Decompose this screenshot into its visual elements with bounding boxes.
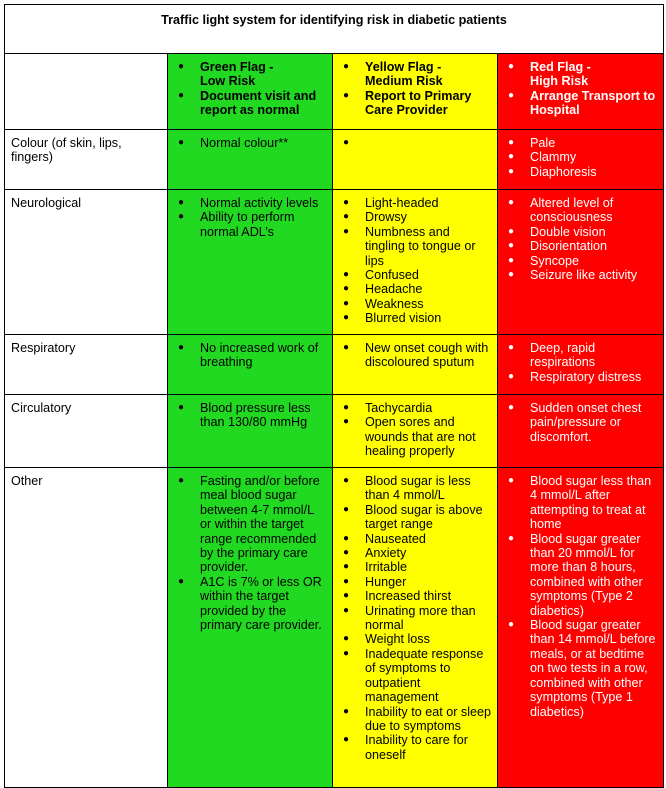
list-item-text: Respiratory distress (530, 369, 642, 384)
list-item (338, 546, 492, 560)
list-item (173, 575, 327, 633)
list-item-text: Tachycardia (365, 401, 433, 415)
list-item (173, 136, 327, 150)
list-item (338, 503, 492, 532)
bullet-icon: ● (508, 370, 515, 382)
bullet-icon: ● (508, 225, 515, 237)
yellow-cell (333, 130, 498, 190)
row-label-colour: Colour (of skin, lips, fingers) (5, 130, 168, 190)
table-row (5, 130, 664, 190)
list-item-text: Arrange Transport to Hospital (530, 88, 656, 118)
list-item-text: Blood sugar greater than 14 mmol/L before meals, or at bedtime on two tests in a row, combined with other symptoms (Type 1 diabetics) (530, 618, 656, 719)
bullet-icon: ● (508, 61, 515, 72)
list-item-text: Headache (365, 282, 423, 297)
list-item (173, 474, 327, 575)
list-item-text: Yellow Flag - Medium Risk (365, 60, 443, 89)
list-item (503, 474, 658, 532)
list-item (503, 370, 658, 384)
list-item-text: Drowsy (365, 210, 407, 225)
bullet-icon: ● (343, 283, 350, 295)
list-item (338, 647, 492, 705)
list-item (338, 532, 492, 546)
list-item-text: Blood sugar is above target range (365, 502, 483, 532)
red-cell (498, 395, 664, 468)
list-item-text: Green Flag - Low Risk (200, 60, 274, 89)
bullet-icon: ● (343, 342, 350, 353)
bullet-icon: ● (178, 211, 185, 223)
bullet-icon: ● (508, 197, 515, 208)
list-item-text: Confused (365, 268, 419, 283)
bullet-icon: ● (178, 475, 185, 486)
bullet-icon: ● (178, 342, 185, 353)
bullet-icon: ● (508, 165, 515, 177)
list-item-text: Syncope (530, 253, 580, 268)
list-item-text: Blurred vision (365, 311, 442, 326)
table-row (5, 468, 664, 788)
row-label-neurological: Neurological (5, 190, 168, 335)
list-item-text: New onset cough with discoloured sputum (365, 341, 489, 370)
bullet-icon: ● (343, 312, 350, 324)
row-label-respiratory: Respiratory (5, 335, 168, 395)
list-item-text: Blood pressure less than 130/80 mmHg (200, 401, 311, 430)
bullet-icon: ● (508, 269, 515, 281)
list-item-text: Blood sugar greater than 20 mmol/L for more than 8 hours, combined with other symptoms (Type 2 diabetics) (530, 531, 643, 618)
list-item (503, 150, 658, 164)
list-item-text: Blood sugar less than 4 mmol/L after attempting to treat at home (530, 474, 652, 532)
list-item (338, 282, 492, 296)
bullet-icon: ● (343, 503, 350, 515)
list-item (338, 415, 492, 458)
list-item-text: Urinating more than normal (365, 603, 476, 633)
list-item-text: Fasting and/or before meal blood sugar between 4-7 mmol/L or within the target range recommended by the primary care provider. (200, 474, 320, 575)
bullet-icon: ● (343, 225, 350, 237)
list-item-text: Diaphoresis (530, 164, 597, 179)
list-item (503, 532, 658, 618)
list-item-text: Weight loss (365, 632, 430, 647)
bullet-icon: ● (343, 402, 350, 413)
table-row (5, 335, 664, 395)
list-item-text: Document visit and report as normal (200, 88, 317, 118)
bullet-icon: ● (343, 575, 350, 587)
bullet-icon: ● (343, 734, 350, 746)
green-cell (168, 335, 333, 395)
list-item (503, 165, 658, 179)
bullet-icon: ● (343, 532, 350, 544)
list-item (503, 60, 658, 89)
bullet-icon: ● (343, 633, 350, 645)
list-item (338, 297, 492, 311)
list-item (338, 210, 492, 224)
list-item-text: Open sores and wounds that are not healing properly (365, 415, 476, 459)
list-item (338, 632, 492, 646)
bullet-icon: ● (508, 619, 515, 631)
list-item (503, 239, 658, 253)
list-item-text: Inadequate response of symptoms to outpatient management (365, 646, 484, 705)
list-item-text: Normal colour** (200, 136, 289, 150)
red-cell (498, 190, 664, 335)
list-item-text: Anxiety (365, 546, 407, 561)
list-item-text: Normal activity levels (200, 196, 319, 210)
list-item-text: Inability to care for oneself (365, 733, 468, 762)
list-item (503, 254, 658, 268)
bullet-icon: ● (178, 89, 185, 101)
bullet-icon: ● (343, 269, 350, 281)
bullet-icon: ● (178, 575, 185, 587)
list-item (173, 401, 327, 430)
list-item (503, 136, 658, 150)
bullet-icon: ● (343, 89, 350, 101)
bullet-icon: ● (508, 137, 515, 148)
list-item (338, 705, 492, 734)
bullet-icon: ● (508, 402, 515, 413)
yellow-cell (333, 190, 498, 335)
bullet-icon: ● (343, 705, 350, 717)
list-item (338, 60, 492, 89)
list-item (338, 341, 492, 370)
list-item-text: Inability to eat or sleep due to symptoms (365, 704, 492, 733)
list-item (338, 575, 492, 589)
empty-header-cell (5, 54, 168, 130)
bullet-icon: ● (178, 197, 185, 208)
bullet-icon: ● (343, 197, 350, 208)
bullet-icon: ● (343, 416, 350, 428)
list-item-text: Red Flag - High Risk (530, 60, 591, 89)
green-cell (168, 468, 333, 788)
bullet-icon: ● (343, 590, 350, 602)
traffic-light-table (4, 4, 664, 788)
bullet-icon: ● (508, 475, 515, 486)
list-item-text: Report to Primary Care Provider (365, 88, 472, 118)
list-item-text: Seizure like activity (530, 268, 638, 283)
bullet-icon: ● (508, 342, 515, 353)
bullet-icon: ● (508, 151, 515, 163)
row-label-other: Other (5, 468, 168, 788)
list-item-text: Irritable (365, 560, 407, 575)
list-item (338, 589, 492, 603)
list-item (338, 401, 492, 415)
bullet-icon: ● (508, 240, 515, 252)
list-item (173, 60, 327, 89)
bullet-icon: ● (343, 297, 350, 309)
list-item-text: Deep, rapid respirations (530, 341, 596, 370)
green-cell (168, 190, 333, 335)
list-item (173, 89, 327, 118)
list-item (338, 196, 492, 210)
list-item-text: Pale (530, 136, 556, 150)
list-item-text: Double vision (530, 224, 606, 239)
red-cell (498, 468, 664, 788)
yellow-cell (333, 335, 498, 395)
list-item-text: No increased work of breathing (200, 341, 319, 370)
list-item-text: Clammy (530, 150, 577, 165)
yellow-cell (333, 468, 498, 788)
red-flag-header (498, 54, 664, 130)
list-item (338, 733, 492, 762)
bullet-icon: ● (343, 561, 350, 573)
list-item (338, 311, 492, 325)
list-item (338, 89, 492, 118)
bullet-icon: ● (343, 61, 350, 72)
bullet-icon: ● (508, 254, 515, 266)
bullet-icon: ● (343, 137, 350, 148)
bullet-icon: ● (343, 211, 350, 223)
list-item (503, 268, 658, 282)
bullet-icon: ● (343, 604, 350, 616)
list-item (503, 196, 658, 225)
row-label-circulatory: Circulatory (5, 395, 168, 468)
bullet-icon: ● (343, 647, 350, 659)
list-item-text: Sudden onset chest pain/pressure or discomfort. (530, 401, 642, 444)
bullet-icon: ● (178, 402, 185, 413)
list-item (503, 618, 658, 719)
list-item (173, 196, 327, 210)
list-item (503, 89, 658, 118)
table-title: Traffic light system for identifying risk in diabetic patients (5, 5, 664, 54)
list-item-text: Ability to perform normal ADL’s (200, 210, 295, 239)
bullet-icon: ● (343, 475, 350, 486)
green-cell (168, 130, 333, 190)
list-item (173, 341, 327, 370)
table-row (5, 190, 664, 335)
red-cell (498, 130, 664, 190)
table-row (5, 395, 664, 468)
yellow-flag-header (333, 54, 498, 130)
list-item (173, 210, 327, 239)
bullet-icon: ● (343, 547, 350, 559)
list-item-text: Light-headed (365, 196, 439, 210)
list-item (503, 225, 658, 239)
green-flag-header (168, 54, 333, 130)
list-item (503, 341, 658, 370)
yellow-cell (333, 395, 498, 468)
list-item-text: Altered level of consciousness (530, 196, 614, 225)
list-item (338, 225, 492, 268)
list-item-text: Numbness and tingling to tongue or lips (365, 224, 476, 268)
list-item (338, 474, 492, 503)
list-item-text: Disorientation (530, 239, 608, 254)
list-item (338, 604, 492, 633)
bullet-icon: ● (508, 532, 515, 544)
list-item (338, 560, 492, 574)
bullet-icon: ● (508, 89, 515, 101)
list-item-text: Blood sugar is less than 4 mmol/L (365, 474, 471, 503)
list-item-text: Increased thirst (365, 589, 452, 604)
list-item-text: Nauseated (365, 531, 426, 546)
green-cell (168, 395, 333, 468)
list-item-text: Weakness (365, 296, 424, 311)
list-item-text: A1C is 7% or less OR within the target provided by the primary care provider. (200, 574, 322, 633)
list-item-text: Hunger (365, 574, 407, 589)
list-item (503, 401, 658, 444)
bullet-icon: ● (178, 137, 185, 148)
list-item (338, 268, 492, 282)
bullet-icon: ● (178, 61, 185, 72)
red-cell (498, 335, 664, 395)
